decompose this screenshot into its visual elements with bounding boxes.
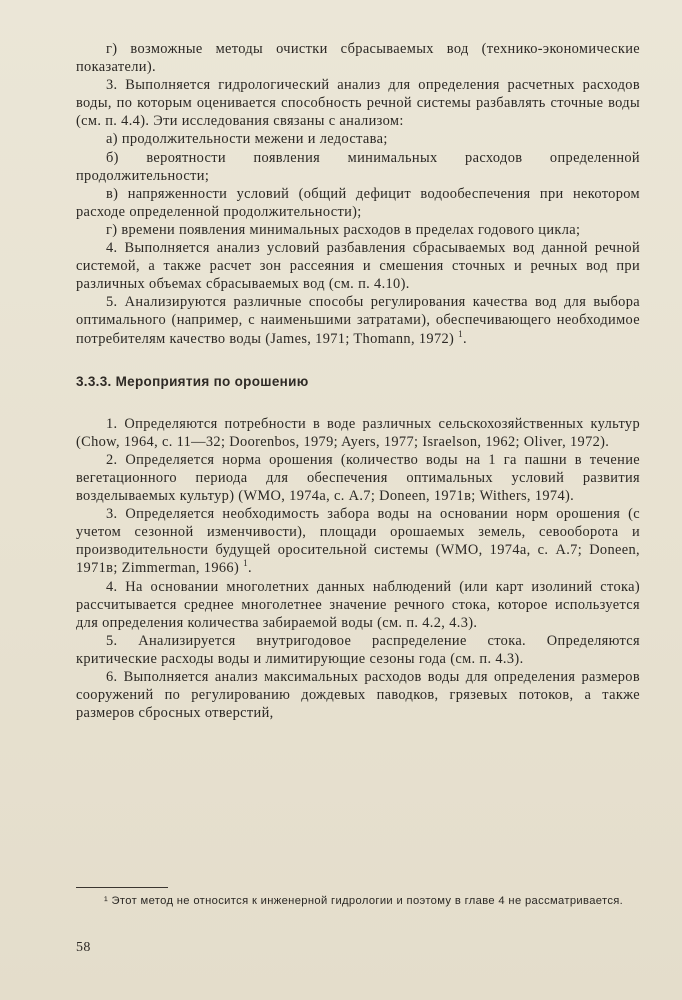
paragraph-item-g-methods: г) возможные методы очистки сбрасываемых вод (технико-экономические показатели). <box>76 41 640 76</box>
footnote-reference: 1 <box>458 328 464 339</box>
section-heading: 3.3.3. Мероприятия по орошению <box>76 373 309 389</box>
paragraph-3-hydrologic-analysis: 3. Выполняется гидрологический анализ для определения расчетных расходов воды, по которым оценивается способность речной системы разбавлять сточные воды (см. п. 4.4). Эти исследования связаны с анализом: <box>76 77 640 130</box>
footnote-divider <box>76 887 168 888</box>
footnote-reference-2: 1 <box>243 558 248 569</box>
irrigation-paragraph-5: 5. Анализируется внутригодовое распределение стока. Определяются критические расходы воды и лимитирующие сезоны года (см. п. 4.3). <box>76 632 640 667</box>
irrigation-paragraph-3: 3. Определяется необходимость забора воды на основании норм орошения (с учетом сезонной изменчивости), площади орошаемых земель, севооборота и производительности будущей оросительной системы (WMO, 1974a, с. A.7; Doneen, 1971в; Zimmerman, 1966) $^1$. <box>76 506 640 577</box>
list-item-g: г) времени появления минимальных расходов в пределах годового цикла; <box>106 221 581 238</box>
paragraph-5-text: 5. Анализируются различные способы регулирования качества вод для выбора оптимального (например, с наименьшими затратами), обеспечивающего необходимое потребителям качество воды (James, 1971; Thomann, 1972) <box>76 294 640 347</box>
irrigation-paragraph-1: 1. Определяются потребности в воде различных сельскохозяйственных культур (Chow, 1964, с. 11—32; Doorenbos, 1979; Ayers, 1977; Israelson, 1962; Oliver, 1972). <box>76 415 640 450</box>
irrigation-paragraph-4: 4. На основании многолетних данных наблюдений (или карт изолиний стока) рассчитывается среднее многолетнее значение речного стока, которое используется для определения количества забираемой воды (см. п. 4.2, 4.3). <box>76 578 640 631</box>
irrigation-paragraph-6: 6. Выполняется анализ максимальных расходов воды для определения размеров сооружений по регулированию дождевых паводков, грязевых потоков, а также размеров сбросных отверстий, <box>76 669 640 722</box>
list-item-b: б) вероятности появления минимальных расходов определенной продолжительности; <box>76 149 640 184</box>
irrigation-paragraph-2: 2. Определяется норма орошения (количество воды на 1 га пашни в течение вегетационного периода для обеспечения оптимальных условий развития возделываемых культур) (WMO, 1974a, с. A.7; Doneen, 1971в; Withers, 1974). <box>76 451 640 505</box>
paragraph-5-quality-control: 5. Анализируются различные способы регулирования качества вод для выбора оптимального (например, с наименьшими затратами), обеспечивающего необходимое потребителям качество воды (James, 1971; Thomann, 1972) $^1$. <box>76 294 640 347</box>
page-number: 58 <box>76 940 91 955</box>
paragraph-4-dilution: 4. Выполняется анализ условий разбавления сбрасываемых вод данной речной системой, а также расчет зон рассеяния и смешения сточных и речных вод при различных объемах сбрасываемых вод (см. п. 4.10). <box>76 240 640 293</box>
footnote-text: ¹ Этот метод не относится к инженерной гидрологии и поэтому в главе 4 не рассматривается. <box>104 895 624 907</box>
list-item-a: а) продолжительности межени и ледостава; <box>106 131 388 148</box>
irrigation-paragraph-3-text: 3. Определяется необходимость забора воды на основании норм орошения (с учетом сезонной изменчивости), площади орошаемых земель, севооборота и производительности будущей оросительной системы (WMO, 1974a, с. A.7; Doneen, 1971в; Zimmerman, 1966) <box>76 506 640 577</box>
list-item-v: в) напряженности условий (общий дефицит водообеспечения при некотором расходе определенной продолжительности); <box>76 185 640 220</box>
page-body <box>76 40 640 722</box>
